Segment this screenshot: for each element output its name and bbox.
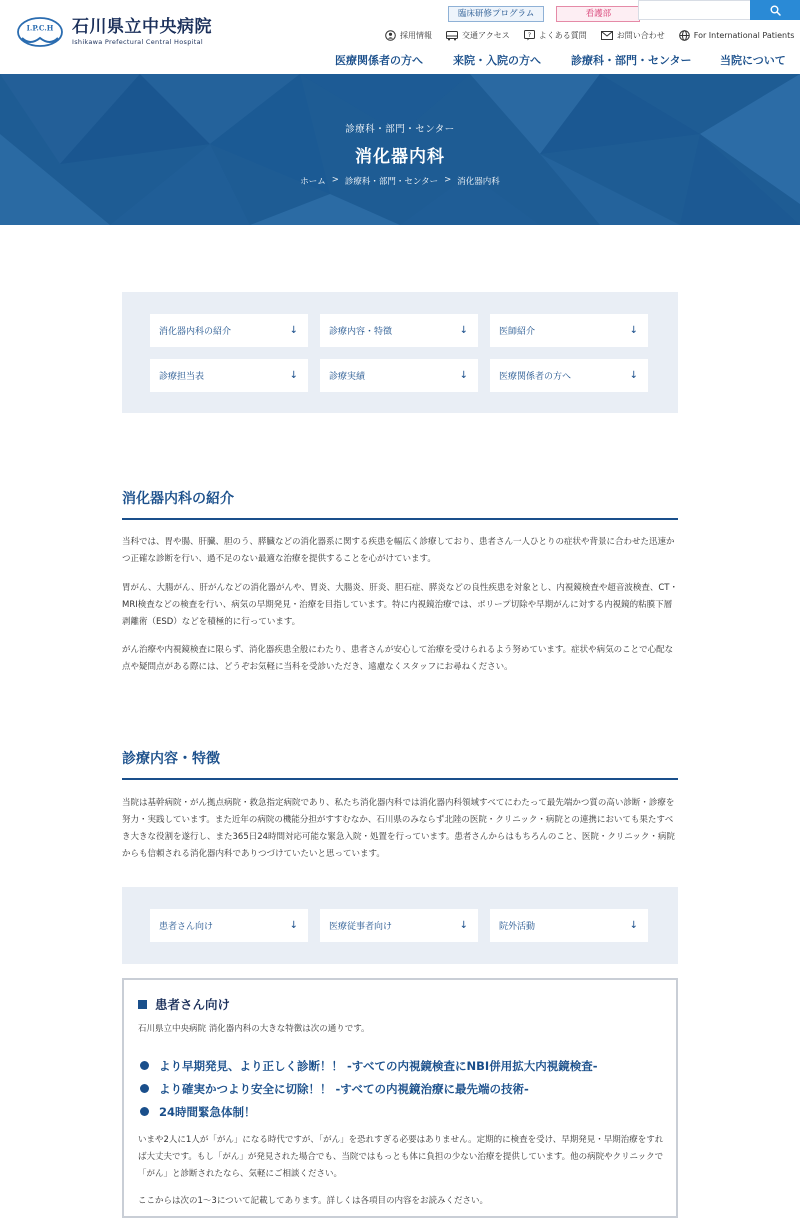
patient-box-body: いまや2人に1人が「がん」になる時代ですが、「がん」を恐れすぎる必要はありません。定期的に検査を受け、早期発見・早期治療をすれば大丈夫です。もし「がん」が発見された場合でも、当院ではもっとも体に負担の少ない治療を提供しています。他の病院やクリニックで「がん」と診断されたなら、気軽にご相談ください。 — [138, 1135, 664, 1179]
search-input[interactable] — [638, 0, 750, 20]
svg-text:I.P.C.H: I.P.C.H — [26, 23, 54, 33]
util-link-contact[interactable] — [601, 30, 665, 41]
top-buttons — [448, 6, 640, 22]
nav-about[interactable]: 当院について — [720, 54, 786, 67]
hero-subtitle: 診療科・部門・センター — [345, 124, 455, 135]
hospital-logo[interactable] — [16, 16, 212, 48]
arrow-down-icon: ↓ — [289, 325, 298, 336]
arrow-down-icon: ↓ — [459, 325, 468, 336]
util-link-label: よくある質問 — [538, 31, 587, 40]
anchor-professionals[interactable]: 医療関係者の方へ ↓ — [490, 359, 648, 392]
page-title: 消化器内科 — [355, 147, 445, 167]
arrow-down-icon: ↓ — [629, 325, 638, 336]
anchor-outreach[interactable]: 院外活動 ↓ — [490, 909, 648, 942]
anchor-for-patients[interactable]: 患者さん向け ↓ — [150, 909, 308, 942]
section-heading-intro: 消化器内科の紹介 — [122, 488, 678, 520]
section-heading-features: 診療内容・特徴 — [122, 748, 678, 780]
site-header — [0, 0, 800, 74]
hospital-name: 石川県立中央病院 — [72, 17, 212, 37]
patient-info-box — [122, 978, 678, 1218]
search-button[interactable] — [750, 0, 800, 20]
mail-icon — [601, 31, 613, 40]
util-link-access[interactable] — [446, 30, 510, 41]
feature-point: 24時間緊急体制！ — [140, 1100, 597, 1123]
feature-point: より確実かつより安全に切除！！ -すべての内視鏡治療に最先端の技術- — [140, 1077, 597, 1100]
hospital-name-en: Ishikawa Prefectural Central Hospital — [72, 38, 203, 46]
util-link-recruit[interactable] — [385, 30, 432, 41]
breadcrumb-current: 消化器内科 — [457, 177, 500, 187]
globe-icon — [679, 30, 690, 41]
svg-text:?: ? — [527, 31, 531, 39]
arrow-down-icon: ↓ — [629, 920, 638, 931]
nav-medical-professionals[interactable]: 医療関係者の方へ — [335, 54, 423, 67]
patient-box-title: 患者さん向け — [138, 995, 230, 1013]
nav-visitors[interactable]: 来院・入院の方へ — [453, 54, 541, 67]
arrow-down-icon: ↓ — [289, 370, 298, 381]
bus-icon — [446, 31, 458, 41]
anchor-for-medical-staff[interactable]: 医療従事者向け ↓ — [320, 909, 478, 942]
util-link-label: 採用情報 — [400, 31, 432, 40]
breadcrumb-home[interactable]: ホーム — [300, 177, 326, 187]
intro-paragraph-2: 胃がん、大腸がん、肝がんなどの消化器がんや、胃炎、大腸炎、肝炎、胆石症、膵炎などの良性疾患を対象とし、内視鏡検査や超音波検査、CT・MRI検査などの検査を行い、病気の早期発見・治療を目指しています。特に内視鏡治療では、ポリープ切除や早期がんに対する内視鏡的粘膜下層剥離術（ESD）などを積極的に行っています。 — [122, 583, 678, 627]
breadcrumb-separator: > — [444, 175, 452, 185]
arrow-down-icon: ↓ — [289, 920, 298, 931]
feature-points — [140, 1054, 597, 1123]
util-link-label: 交通アクセス — [462, 31, 510, 40]
arrow-down-icon: ↓ — [629, 370, 638, 381]
breadcrumb — [0, 175, 800, 187]
bullet-dot-icon — [140, 1084, 149, 1093]
intro-paragraph-1: 当科では、胃や腸、肝臓、胆のう、膵臓などの消化器系に関する疾患を幅広く診療しており、患者さん一人ひとりの症状や背景に合わせた迅速かつ正確な診断を行い、過不足のない最適な治療を提供することを心がけています。 — [122, 537, 675, 564]
page-hero — [0, 74, 800, 225]
breadcrumb-separator: > — [331, 175, 339, 185]
utility-links — [385, 30, 794, 41]
patient-box-next-line: ここからは次の1〜3について記載してあります。詳しくは各項目の内容をお読みください。 — [138, 1196, 488, 1206]
util-link-international[interactable] — [679, 30, 795, 41]
page-anchor-nav — [122, 292, 678, 413]
main-nav — [335, 52, 786, 68]
util-link-label: For International Patients — [693, 31, 795, 40]
patient-box-intro: 石川県立中央病院 消化器内科の大きな特徴は次の通りです。 — [138, 1024, 370, 1034]
nav-departments[interactable]: 診療科・部門・センター — [571, 54, 692, 67]
arrow-down-icon: ↓ — [459, 370, 468, 381]
site-search — [638, 0, 800, 20]
bullet-dot-icon — [140, 1107, 149, 1116]
features-paragraph: 当院は基幹病院・がん拠点病院・救急指定病院であり、私たち消化器内科では消化器内科領域すべてにわたって最先端かつ質の高い診断・診療を努力・実践しています。また近年の病院の機能分担がすすむなか、石川県のみならず北陸の医院・クリニック・病院との連携においても果たすべき大きな役割を遂行し、また365日24時間対応可能な緊急入院・処置を行っています。患者さんからはもちろんのこと、医院・クリニック・病院からも信頼される消化器内科でありつづけていたいと思っています。 — [122, 798, 675, 859]
square-bullet-icon — [138, 1000, 147, 1009]
anchor-features[interactable]: 診療内容・特徴 ↓ — [320, 314, 478, 347]
breadcrumb-departments[interactable]: 診療科・部門・センター — [344, 177, 439, 187]
residency-program-button[interactable]: 臨床研修プログラム — [448, 6, 544, 22]
anchor-doctors[interactable]: 医師紹介 ↓ — [490, 314, 648, 347]
intro-paragraph-3: がん治療や内視鏡検査に限らず、消化器疾患全般にわたり、患者さんが安心して治療を受けられるよう努めています。症状や病気のことで心配な点や疑問点がある際には、どうぞお気軽に当科を受診いただき、遠慮なくスタッフにお尋ねください。 — [122, 645, 674, 672]
arrow-down-icon: ↓ — [459, 920, 468, 931]
anchor-schedule[interactable]: 診療担当表 ↓ — [150, 359, 308, 392]
util-link-label: お問い合わせ — [616, 31, 665, 40]
anchor-intro[interactable]: 消化器内科の紹介 ↓ — [150, 314, 308, 347]
features-sub-nav — [122, 887, 678, 964]
people-icon — [385, 30, 396, 41]
hospital-emblem-icon — [16, 16, 64, 48]
anchor-results[interactable]: 診療実績 ↓ — [320, 359, 478, 392]
search-icon — [770, 5, 781, 16]
bullet-dot-icon — [140, 1061, 149, 1070]
util-link-faq[interactable] — [524, 30, 587, 41]
question-icon — [524, 30, 535, 41]
feature-point: より早期発見、より正しく診断！！ -すべての内視鏡検査にNBI併用拡大内視鏡検査- — [140, 1054, 597, 1077]
nursing-dept-button[interactable]: 看護部 — [556, 6, 640, 22]
